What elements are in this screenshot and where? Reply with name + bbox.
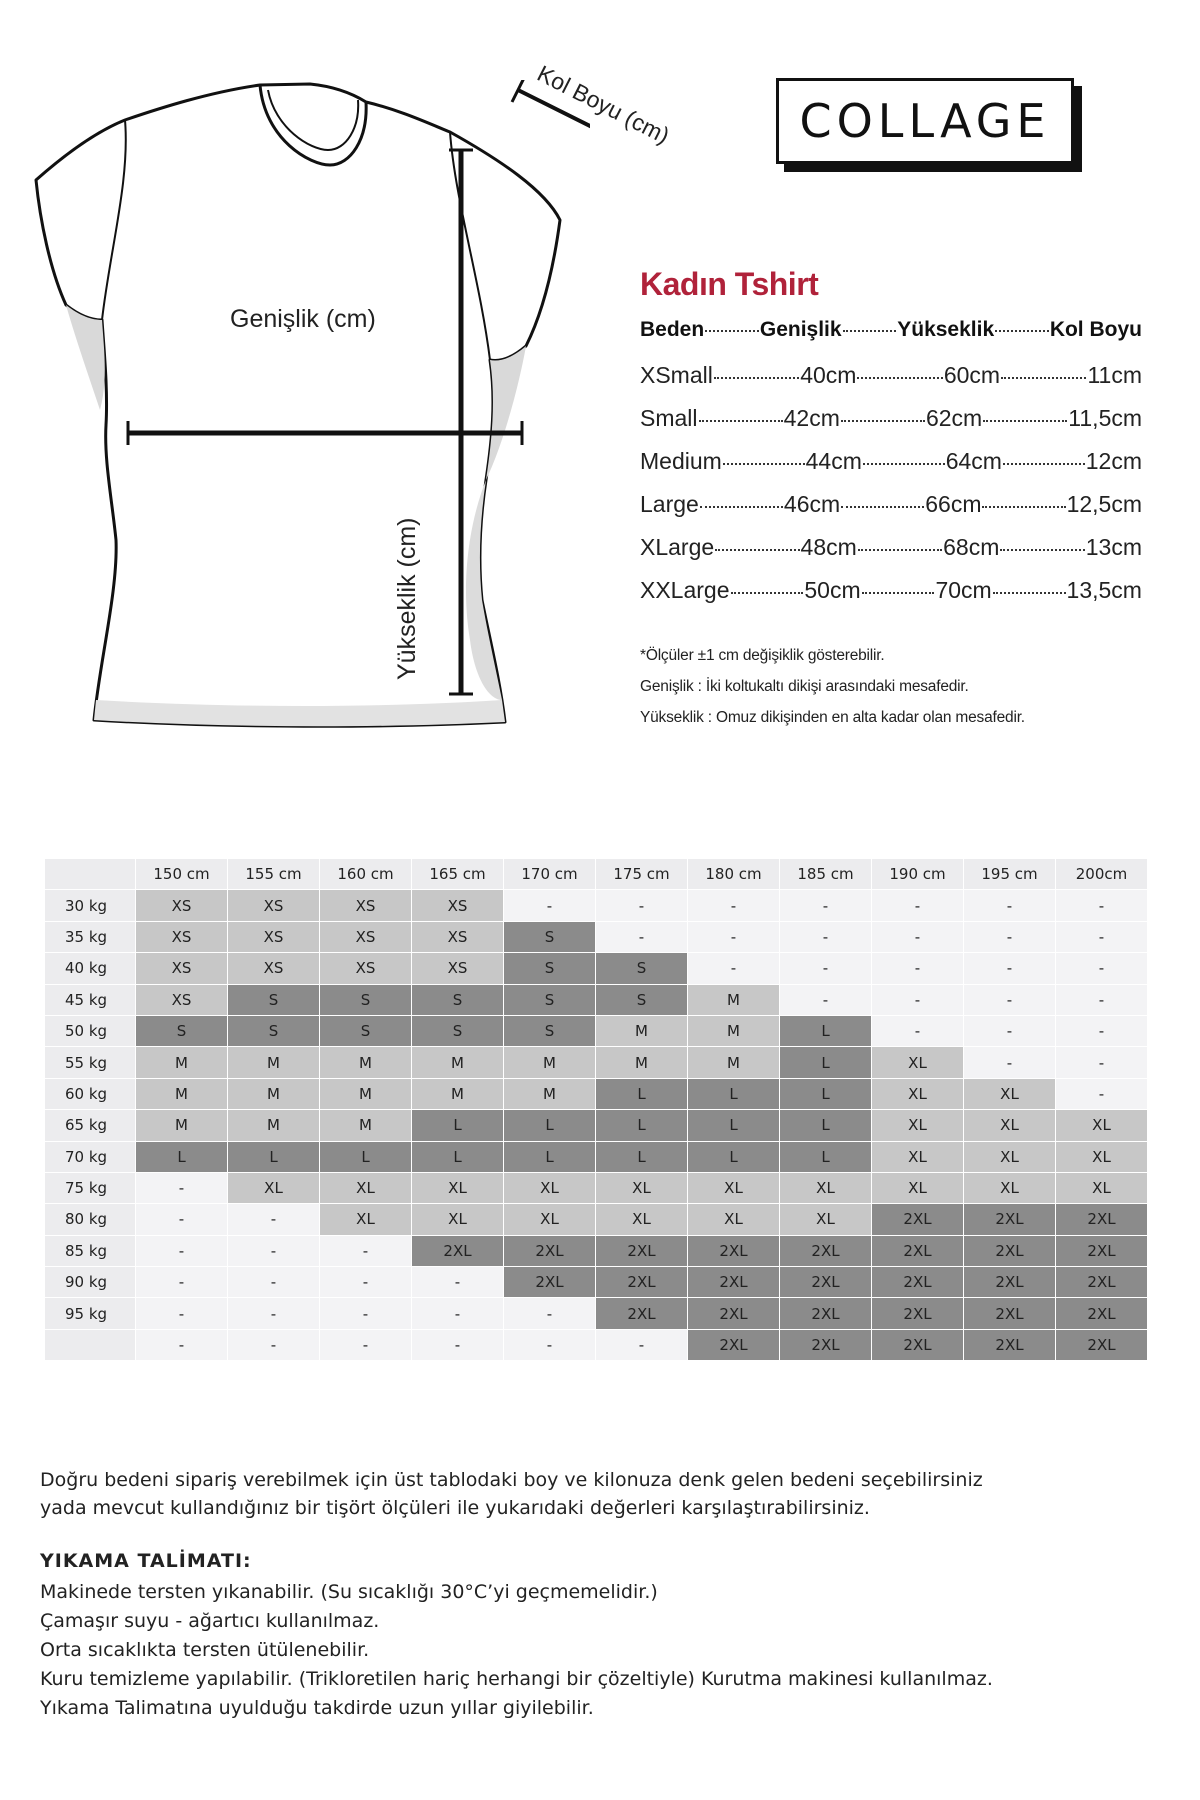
weight-row-header: 75 kg (45, 1173, 135, 1203)
size-cell: L (412, 1142, 503, 1172)
size-cell: XS (320, 890, 411, 920)
size-cell: XL (1056, 1142, 1147, 1172)
size-cell: - (964, 1047, 1055, 1077)
size-cell: 2XL (688, 1236, 779, 1266)
tshirt-shadow-left (66, 305, 105, 410)
width-label: Genişlik (cm) (230, 305, 376, 333)
leader-dots (841, 506, 924, 508)
spec-row (640, 534, 1142, 577)
size-cell: M (320, 1047, 411, 1077)
size-grid-row (45, 1047, 1147, 1077)
height-column-header: 165 cm (412, 859, 503, 889)
size-cell: 2XL (780, 1330, 871, 1360)
size-cell: XL (964, 1173, 1055, 1203)
size-cell: S (136, 1016, 227, 1046)
leader-dots (862, 592, 935, 594)
size-cell: L (688, 1110, 779, 1140)
brand-logo (776, 78, 1074, 164)
size-cell: - (1056, 953, 1147, 983)
size-cell: - (596, 1330, 687, 1360)
size-spec-table (640, 318, 1142, 620)
brand-logo-text: COLLAGE (799, 94, 1051, 148)
leader-dots (982, 506, 1065, 508)
weight-row-header: 60 kg (45, 1079, 135, 1109)
size-cell: XL (1056, 1173, 1147, 1203)
leader-dots (723, 463, 805, 465)
size-cell: - (136, 1204, 227, 1234)
size-cell: S (320, 1016, 411, 1046)
size-cell: M (320, 1110, 411, 1140)
size-cell: 2XL (780, 1236, 871, 1266)
size-grid-row (45, 1204, 1147, 1234)
height-label: Yükseklik (cm) (393, 517, 421, 680)
size-cell: - (1056, 890, 1147, 920)
size-cell: XL (412, 1204, 503, 1234)
spec-cell: 11,5cm (1068, 405, 1143, 431)
size-cell: - (688, 922, 779, 952)
size-cell: L (780, 1142, 871, 1172)
size-cell: 2XL (1056, 1267, 1147, 1297)
spec-row (640, 448, 1142, 491)
size-cell: M (228, 1110, 319, 1140)
size-cell: - (872, 953, 963, 983)
size-cell: L (780, 1110, 871, 1140)
washing-line: Çamaşır suyu - ağartıcı kullanılmaz. (40, 1610, 380, 1632)
size-cell: 2XL (872, 1298, 963, 1328)
size-cell: XL (964, 1142, 1055, 1172)
size-cell: L (596, 1142, 687, 1172)
size-cell: XL (412, 1173, 503, 1203)
weight-row-header: 40 kg (45, 953, 135, 983)
size-cell: 2XL (964, 1267, 1055, 1297)
size-cell: L (688, 1079, 779, 1109)
size-cell: 2XL (504, 1267, 595, 1297)
size-cell: 2XL (1056, 1204, 1147, 1234)
size-cell: XS (228, 953, 319, 983)
size-cell: - (872, 1016, 963, 1046)
size-cell: S (228, 1016, 319, 1046)
size-cell: XL (228, 1173, 319, 1203)
height-column-header: 150 cm (136, 859, 227, 889)
leader-dots (714, 377, 799, 379)
size-cell: XL (596, 1173, 687, 1203)
size-cell: - (504, 1298, 595, 1328)
spec-row (640, 362, 1142, 405)
spec-cell: Beden (640, 318, 705, 341)
size-cell: S (596, 985, 687, 1015)
size-cell: S (228, 985, 319, 1015)
weight-row-header: 80 kg (45, 1204, 135, 1234)
spec-cell: 70cm (935, 577, 992, 603)
spec-cell: 13,5cm (1066, 577, 1142, 603)
size-cell: S (412, 985, 503, 1015)
leader-dots (715, 549, 799, 551)
size-cell: 2XL (964, 1330, 1055, 1360)
size-cell: - (872, 890, 963, 920)
size-grid-row (45, 890, 1147, 920)
sizing-info (40, 1466, 1160, 1522)
size-cell: - (780, 953, 871, 983)
height-column-header: 180 cm (688, 859, 779, 889)
size-cell: L (596, 1079, 687, 1109)
spec-row (640, 405, 1142, 448)
size-cell: - (228, 1204, 319, 1234)
note-height: Yükseklik : Omuz dikişinden en alta kadar olan mesafedir. (640, 709, 1025, 726)
size-cell: - (964, 985, 1055, 1015)
size-cell: - (1056, 1047, 1147, 1077)
size-cell: S (596, 953, 687, 983)
size-grid-header (45, 859, 1147, 889)
leader-dots (1000, 549, 1084, 551)
size-cell: - (780, 922, 871, 952)
spec-cell: Yükseklik (897, 318, 995, 341)
size-grid-row (45, 1016, 1147, 1046)
size-cell: 2XL (780, 1267, 871, 1297)
size-cell: - (964, 953, 1055, 983)
spec-cell: 44cm (805, 448, 862, 474)
weight-row-header: 55 kg (45, 1047, 135, 1077)
washing-instructions (40, 1578, 1160, 1723)
size-cell: 2XL (688, 1330, 779, 1360)
size-cell: M (136, 1079, 227, 1109)
spec-cell: 64cm (945, 448, 1002, 474)
size-grid-row (45, 1110, 1147, 1140)
tshirt-diagram (30, 80, 590, 760)
size-cell: - (1056, 985, 1147, 1015)
height-column-header: 190 cm (872, 859, 963, 889)
size-cell: 2XL (872, 1330, 963, 1360)
grid-corner (45, 859, 135, 889)
spec-cell: 42cm (783, 405, 840, 431)
size-cell: XS (136, 922, 227, 952)
size-cell: - (688, 953, 779, 983)
size-cell: XL (688, 1204, 779, 1234)
size-cell: - (136, 1236, 227, 1266)
leader-dots (699, 420, 783, 422)
leader-dots (1001, 377, 1086, 379)
spec-cell: Small (640, 405, 698, 431)
size-cell: M (228, 1079, 319, 1109)
weight-row-header (45, 1330, 135, 1360)
size-cell: XL (596, 1204, 687, 1234)
washing-line: Orta sıcaklıkta tersten ütülenebilir. (40, 1639, 370, 1661)
size-cell: 2XL (596, 1298, 687, 1328)
size-cell: 2XL (1056, 1236, 1147, 1266)
size-cell: M (136, 1110, 227, 1140)
size-cell: XL (964, 1079, 1055, 1109)
leader-dots (857, 377, 942, 379)
height-column-header: 195 cm (964, 859, 1055, 889)
size-cell: - (320, 1330, 411, 1360)
size-cell: S (504, 1016, 595, 1046)
size-cell: - (136, 1173, 227, 1203)
size-cell: - (964, 1016, 1055, 1046)
size-cell: - (780, 985, 871, 1015)
size-cell: 2XL (412, 1236, 503, 1266)
size-cell: - (320, 1298, 411, 1328)
size-cell: 2XL (872, 1236, 963, 1266)
size-cell: 2XL (1056, 1330, 1147, 1360)
leader-dots (700, 506, 783, 508)
leader-dots (863, 463, 945, 465)
spec-cell: 12cm (1085, 448, 1142, 474)
size-cell: XL (872, 1110, 963, 1140)
size-cell: L (688, 1142, 779, 1172)
size-cell: S (412, 1016, 503, 1046)
leader-dots (993, 592, 1066, 594)
spec-cell: 12,5cm (1066, 491, 1142, 517)
size-cell: 2XL (780, 1298, 871, 1328)
size-cell: M (320, 1079, 411, 1109)
size-cell: M (136, 1047, 227, 1077)
spec-row (640, 491, 1142, 534)
leader-dots (1003, 463, 1085, 465)
spec-cell: Genişlik (759, 318, 842, 341)
spec-cell: 62cm (925, 405, 983, 431)
height-column-header: 160 cm (320, 859, 411, 889)
size-grid-row (45, 1298, 1147, 1328)
size-cell: XL (504, 1204, 595, 1234)
spec-cell: 48cm (800, 534, 857, 560)
size-cell: - (688, 890, 779, 920)
weight-row-header: 30 kg (45, 890, 135, 920)
leader-dots (705, 330, 759, 332)
size-cell: S (320, 985, 411, 1015)
weight-row-header: 65 kg (45, 1110, 135, 1140)
size-cell: L (780, 1016, 871, 1046)
size-cell: - (228, 1236, 319, 1266)
size-cell: - (504, 1330, 595, 1360)
washing-line: Kuru temizleme yapılabilir. (Trikloretilen hariç herhangi bir çözeltiyle) Kurutma makinesi kullanılmaz. (40, 1668, 993, 1690)
leader-dots (858, 549, 942, 551)
size-cell: M (504, 1047, 595, 1077)
spec-cell: 66cm (925, 491, 982, 517)
size-cell: XL (780, 1204, 871, 1234)
size-cell: - (412, 1330, 503, 1360)
washing-line: Yıkama Talimatına uyulduğu takdirde uzun yıllar giyilebilir. (40, 1697, 594, 1719)
size-cell: - (964, 922, 1055, 952)
spec-cell: 50cm (804, 577, 861, 603)
spec-cell: Kol Boyu (1049, 318, 1142, 341)
size-cell: XS (136, 890, 227, 920)
size-cell: L (228, 1142, 319, 1172)
spec-title: Kadın Tshirt (640, 266, 819, 302)
size-cell: S (504, 953, 595, 983)
size-cell: 2XL (688, 1298, 779, 1328)
spec-cell: 13cm (1085, 534, 1142, 560)
height-column-header: 170 cm (504, 859, 595, 889)
size-cell: - (412, 1298, 503, 1328)
size-cell: - (780, 890, 871, 920)
size-cell: 2XL (596, 1236, 687, 1266)
weight-row-header: 50 kg (45, 1016, 135, 1046)
size-cell: 2XL (964, 1298, 1055, 1328)
spec-cell: 40cm (800, 362, 857, 388)
size-cell: L (504, 1142, 595, 1172)
size-cell: - (228, 1267, 319, 1297)
size-cell: - (136, 1267, 227, 1297)
size-cell: - (872, 985, 963, 1015)
size-cell: XS (320, 953, 411, 983)
size-cell: XL (320, 1173, 411, 1203)
size-cell: L (412, 1110, 503, 1140)
size-cell: XL (504, 1173, 595, 1203)
size-cell: 2XL (872, 1267, 963, 1297)
size-grid-row (45, 1236, 1147, 1266)
size-cell: L (780, 1079, 871, 1109)
weight-row-header: 95 kg (45, 1298, 135, 1328)
size-cell: S (504, 922, 595, 952)
spec-cell: 68cm (943, 534, 1000, 560)
size-cell: M (688, 1047, 779, 1077)
size-cell: M (596, 1047, 687, 1077)
size-cell: XS (412, 890, 503, 920)
height-column-header: 175 cm (596, 859, 687, 889)
spec-cell: XXLarge (640, 577, 730, 603)
height-column-header: 200cm (1056, 859, 1147, 889)
size-cell: 2XL (964, 1204, 1055, 1234)
size-cell: M (688, 1016, 779, 1046)
size-cell: L (596, 1110, 687, 1140)
size-cell: XL (1056, 1110, 1147, 1140)
size-cell: - (504, 890, 595, 920)
size-cell: - (228, 1298, 319, 1328)
washing-title: YIKAMA TALİMATI: (40, 1550, 252, 1572)
size-grid-row (45, 922, 1147, 952)
size-cell: L (504, 1110, 595, 1140)
size-cell: - (1056, 922, 1147, 952)
size-cell: 2XL (964, 1236, 1055, 1266)
leader-dots (841, 420, 925, 422)
size-cell: - (1056, 1016, 1147, 1046)
size-cell: XS (412, 953, 503, 983)
leader-dots (731, 592, 804, 594)
size-grid-row (45, 953, 1147, 983)
size-cell: XS (228, 922, 319, 952)
spec-cell: XLarge (640, 534, 715, 560)
size-cell: S (504, 985, 595, 1015)
size-cell: - (964, 890, 1055, 920)
spec-cell: XSmall (640, 362, 713, 388)
size-cell: 2XL (872, 1204, 963, 1234)
size-grid (44, 858, 1148, 1361)
leader-dots (843, 330, 897, 332)
size-cell: - (412, 1267, 503, 1297)
size-cell: XL (688, 1173, 779, 1203)
size-grid-row (45, 1142, 1147, 1172)
weight-row-header: 90 kg (45, 1267, 135, 1297)
spec-notes (640, 640, 1025, 733)
height-column-header: 155 cm (228, 859, 319, 889)
size-cell: - (872, 922, 963, 952)
size-cell: XL (964, 1110, 1055, 1140)
size-cell: L (780, 1047, 871, 1077)
size-grid-row (45, 1330, 1147, 1360)
leader-dots (995, 330, 1049, 332)
size-cell: M (412, 1079, 503, 1109)
size-cell: - (320, 1267, 411, 1297)
size-cell: - (596, 890, 687, 920)
size-cell: XL (320, 1204, 411, 1234)
sizing-info-line: yada mevcut kullandığınız bir tişört ölçüleri ile yukarıdaki değerleri karşılaştırabilirsiniz. (40, 1497, 870, 1519)
size-cell: XL (872, 1173, 963, 1203)
size-cell: - (136, 1298, 227, 1328)
size-cell: 2XL (596, 1267, 687, 1297)
spec-row (640, 577, 1142, 620)
size-cell: XL (872, 1047, 963, 1077)
size-cell: M (412, 1047, 503, 1077)
spec-cell: 46cm (783, 491, 841, 517)
size-cell: - (596, 922, 687, 952)
height-column-header: 185 cm (780, 859, 871, 889)
size-cell: L (136, 1142, 227, 1172)
sizing-info-line: Doğru bedeni sipariş verebilmek için üst tablodaki boy ve kilonuza denk gelen bedeni seçebilirsiniz (40, 1469, 983, 1491)
size-cell: M (504, 1079, 595, 1109)
size-grid-row (45, 985, 1147, 1015)
size-cell: - (228, 1330, 319, 1360)
size-cell: 2XL (688, 1267, 779, 1297)
size-grid-row (45, 1173, 1147, 1203)
size-cell: XS (320, 922, 411, 952)
size-cell: XL (872, 1142, 963, 1172)
size-cell: - (136, 1330, 227, 1360)
weight-row-header: 35 kg (45, 922, 135, 952)
size-cell: XL (780, 1173, 871, 1203)
weight-row-header: 85 kg (45, 1236, 135, 1266)
spec-cell: Large (640, 491, 699, 517)
size-cell: XS (412, 922, 503, 952)
size-cell: M (228, 1047, 319, 1077)
size-cell: M (688, 985, 779, 1015)
washing-line: Makinede tersten yıkanabilir. (Su sıcaklığı 30°C’yi geçmemelidir.) (40, 1581, 658, 1603)
size-cell: - (320, 1236, 411, 1266)
spec-header-row (640, 318, 1142, 362)
spec-cell: 60cm (943, 362, 1001, 388)
size-cell: XL (872, 1079, 963, 1109)
spec-cell: Medium (640, 448, 722, 474)
size-cell: - (1056, 1079, 1147, 1109)
size-grid-row (45, 1267, 1147, 1297)
size-cell: 2XL (1056, 1298, 1147, 1328)
weight-row-header: 70 kg (45, 1142, 135, 1172)
size-cell: 2XL (504, 1236, 595, 1266)
spec-cell: 11cm (1087, 362, 1142, 388)
size-cell: XS (136, 953, 227, 983)
size-cell: XS (136, 985, 227, 1015)
leader-dots (983, 420, 1067, 422)
size-cell: L (320, 1142, 411, 1172)
size-cell: M (596, 1016, 687, 1046)
note-tolerance: *Ölçüler ±1 cm değişiklik gösterebilir. (640, 647, 885, 664)
note-width: Genişlik : İki koltukaltı dikişi arasındaki mesafedir. (640, 678, 969, 695)
sleeve-length-label: Kol Boyu (cm) (533, 60, 674, 149)
size-cell: XS (228, 890, 319, 920)
weight-row-header: 45 kg (45, 985, 135, 1015)
size-grid-row (45, 1079, 1147, 1109)
